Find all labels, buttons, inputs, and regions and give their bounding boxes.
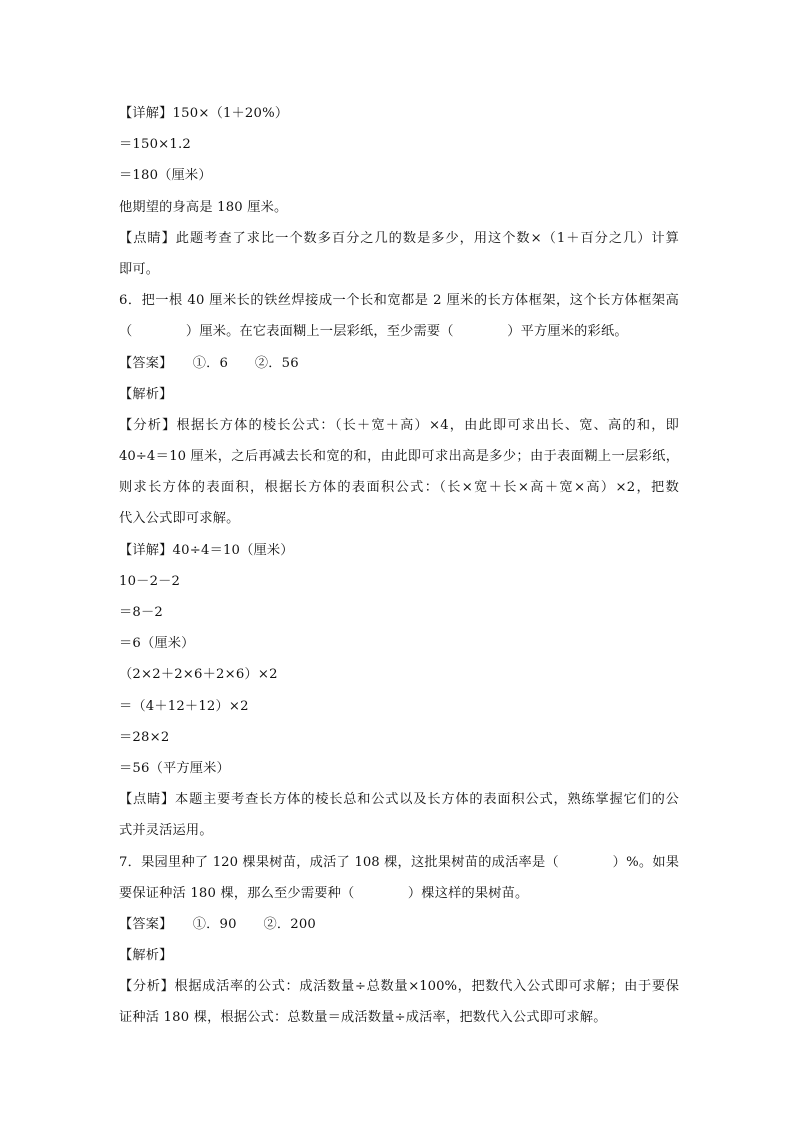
question-6: 6．把一根 40 厘米长的铁丝焊接成一个长和宽都是 2 厘米的长方体框架，这个长方体框架高: [119, 293, 679, 309]
answer-line: 【答案】 ①．6 ②．56: [119, 355, 299, 371]
question-7-blanks: 要保证种活 180 棵，那么至少需要种（ ）棵这样的果树苗。: [119, 885, 529, 901]
solution-line: ＝56（平方厘米）: [119, 760, 230, 776]
solution-line: ＝28×2: [119, 729, 170, 745]
text-line: 即可。: [119, 261, 160, 277]
section-heading: 【解析】: [119, 386, 173, 402]
analysis-line: 代入公式即可求解。: [119, 511, 240, 527]
comment-line: 【点睛】本题主要考查长方体的棱长总和公式以及长方体的表面积公式，熟练掌握它们的公: [119, 792, 679, 808]
answer-line: 【答案】 ①．90 ②．200: [119, 916, 317, 932]
solution-line: 10－2－2: [119, 573, 181, 589]
question-7: 7．果园里种了 120 棵果树苗，成活了 108 棵，这批果树苗的成活率是（ ）%。如果: [119, 854, 679, 870]
document-page: [119, 98, 679, 1034]
solution-line: ＝（4＋12＋12）×2: [119, 698, 249, 714]
analysis-line: 【分析】根据成活率的公式：成活数量÷总数量×100%，把数代入公式即可求解；由于要保: [119, 979, 679, 995]
solution-line: （2×2＋2×6＋2×6）×2: [119, 667, 278, 683]
analysis-line: 证种活 180 棵，根据公式：总数量＝成活数量÷成活率，把数代入公式即可求解。: [119, 1010, 607, 1026]
text-line: ＝150×1.2: [119, 137, 191, 153]
text-line: ＝180（厘米）: [119, 168, 212, 184]
analysis-line: 40÷4＝10 厘米，之后再减去长和宽的和，由此即可求出高是多少；由于表面糊上一层彩纸，: [119, 449, 679, 465]
solution-line: 【详解】40÷4＝10（厘米）: [119, 542, 294, 558]
text-line: 他期望的身高是 180 厘米。: [119, 199, 288, 215]
analysis-line: 【分析】根据长方体的棱长公式：（长＋宽＋高）×4，由此即可求出长、宽、高的和，即: [119, 417, 679, 433]
solution-line: ＝6（厘米）: [119, 636, 195, 652]
text-line: 【点睛】此题考查了求比一个数多百分之几的数是多少，用这个数×（1＋百分之几）计算: [119, 230, 679, 246]
text-line: 【详解】150×（1＋20%）: [119, 106, 289, 121]
comment-line: 式并灵活运用。: [119, 823, 213, 839]
section-heading: 【解析】: [119, 948, 173, 964]
solution-line: ＝8－2: [119, 605, 163, 620]
analysis-line: 则求长方体的表面积，根据长方体的表面积公式：（长×宽＋长×高＋宽×高）×2，把数: [119, 480, 679, 496]
question-6-blanks: （ ）厘米。在它表面糊上一层彩纸，至少需要（ ）平方厘米的彩纸。: [119, 324, 628, 340]
